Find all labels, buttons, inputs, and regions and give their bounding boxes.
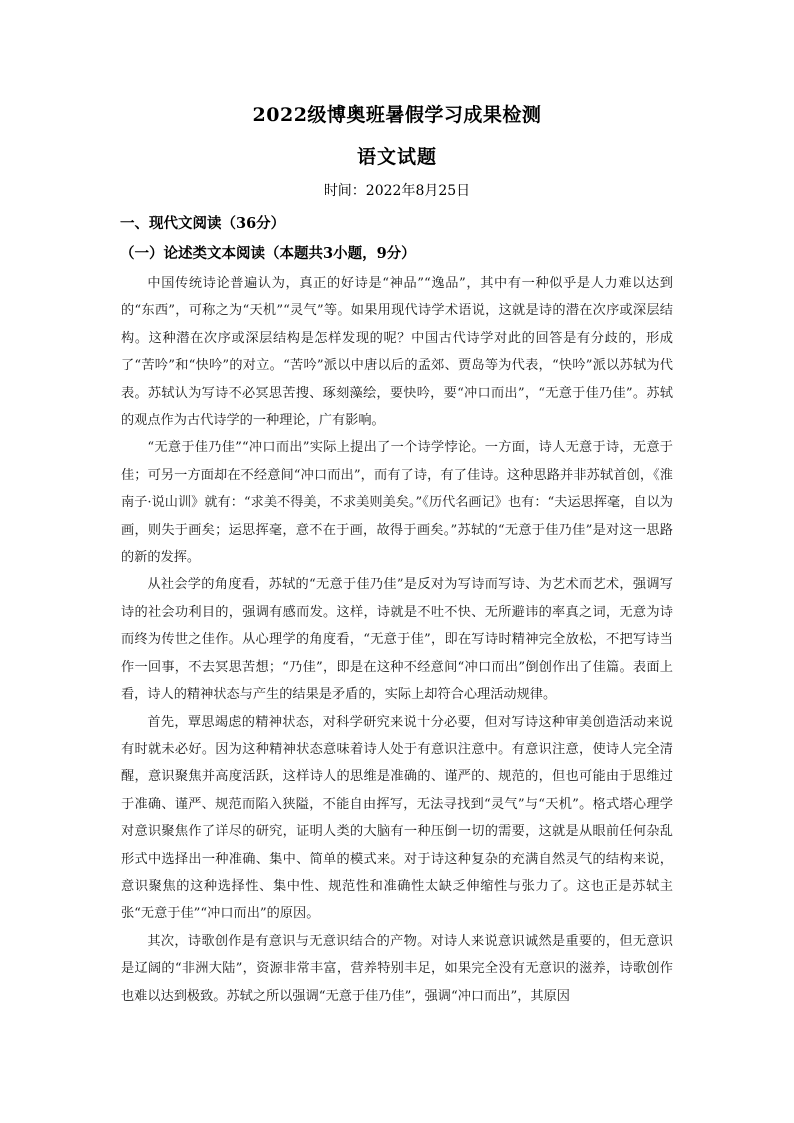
- reading-passage: [121, 270, 673, 1010]
- subsection-heading: （一）论述类文本阅读（本题共3小题，9分）: [120, 245, 416, 262]
- passage-paragraph: 其次，诗歌创作是有意识与无意识结合的产物。对诗人来说意识诚然是重要的，但无意识是辽阔的“非洲大陆”，资源非常丰富，营养特别丰足，如果完全没有无意识的滋养，诗歌创作也难以达到极致。苏轼之所以强调“无意于佳乃佳”，强调“冲口而出”，其原因: [121, 933, 673, 1004]
- passage-paragraph: 中国传统诗论普遍认为，真正的好诗是“神品”“逸品”，其中有一种似乎是人力难以达到的“东西”，可称之为“天机”“灵气”等。如果用现代诗学术语说，这就是诗的潜在次序或深层结构。这种潜在次序或深层结构是怎样发现的呢？中国古代诗学对此的回答是有分歧的，形成了“苦吟”和“快吟”的对立。“苦吟”派以中唐以后的孟郊、贾岛等为代表，“快吟”派以苏轼为代表。苏轼认为写诗不必冥思苦搜、琢刻藻绘，要快吟，要“冲口而出”，“无意于佳乃佳”。苏轼的观点作为古代诗学的一种理论，广有影响。: [121, 276, 673, 429]
- exam-title: 2022级博奥班暑假学习成果检测: [252, 104, 542, 126]
- exam-date: 时间：2022年8月25日: [323, 183, 471, 199]
- exam-subtitle: 语文试题: [356, 146, 437, 168]
- passage-paragraph: 首先，覃思竭虑的精神状态，对科学研究来说十分必要，但对写诗这种审美创造活动来说有时就未必好。因为这种精神状态意味着诗人处于有意识注意中。有意识注意，使诗人完全清醒，意识聚焦并高度活跃，这样诗人的思维是准确的、谨严的、规范的，但也可能由于思维过于准确、谨严、规范而陷入狭隘，不能自由挥写，无法寻找到“灵气”与“天机”。格式塔心理学对意识聚焦作了详尽的研究，证明人类的大脑有一种压倒一切的需要，这就是从眼前任何杂乱形式中选择出一种准确、集中、简单的模式来。对于诗这种复杂的充满自然灵气的结构来说，意识聚焦的这种选择性、集中性、规范性和准确性太缺乏伸缩性与张力了。这也正是苏轼主张“无意于佳”“冲口而出”的原因。: [121, 714, 673, 922]
- section-heading: 一、现代文阅读（36分）: [120, 215, 286, 232]
- passage-paragraph: 从社会学的角度看，苏轼的“无意于佳乃佳”是反对为写诗而写诗、为艺术而艺术，强调写诗的社会功利目的，强调有感而发。这样，诗就是不吐不快、无所避讳的率真之词，无意为诗而终为传世之佳作。从心理学的角度看，“无意于佳”，即在写诗时精神完全放松，不把写诗当作一回事，不去冥思苦想；“乃佳”，即是在这种不经意间“冲口而出”倒创作出了佳篇。表面上看，诗人的精神状态与产生的结果是矛盾的，实际上却符合心理活动规律。: [121, 577, 673, 703]
- passage-paragraph: “无意于佳乃佳”“冲口而出”实际上提出了一个诗学悖论。一方面，诗人无意于诗，无意于佳；可另一方面却在不经意间“冲口而出”，而有了诗，有了佳诗。这种思路并非苏轼首创，《淮南子·说山训》就有：“求美不得美，不求美则美矣。”《历代名画记》也有：“夫运思挥毫，自以为画，则失于画矣；运思挥毫，意不在于画，故得于画矣。”苏轼的“无意于佳乃佳”是对这一思路的新的发挥。: [121, 440, 673, 566]
